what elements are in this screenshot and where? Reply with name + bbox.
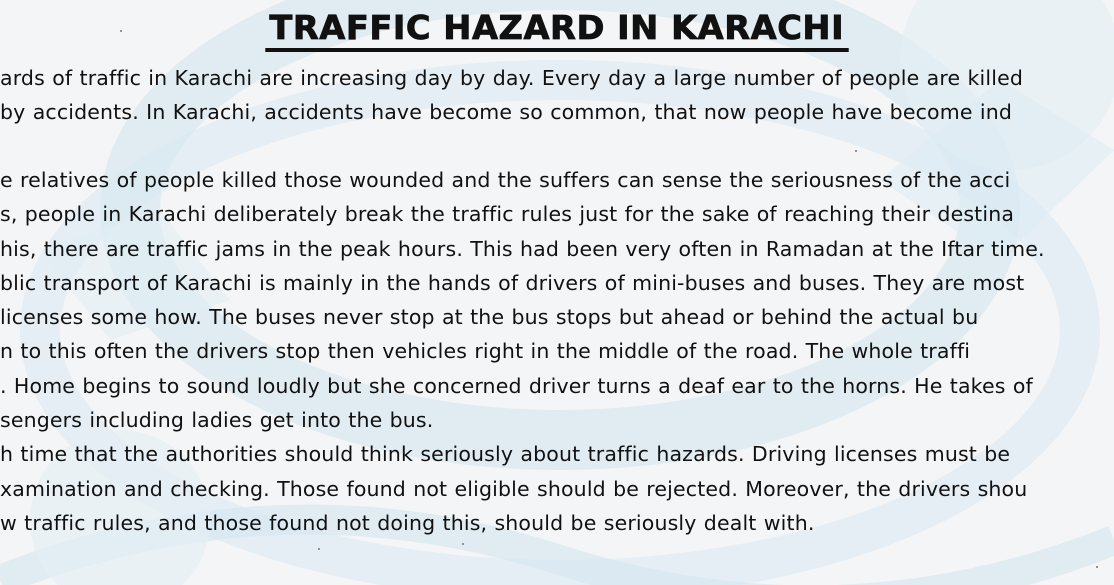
text-line: licenses some how. The buses never stop at the bus stops but ahead or behind the actual bu (0, 305, 979, 330)
text-line: h time that the authorities should think seriously about traffic hazards. Driving licenses must be (0, 442, 1011, 467)
paragraph-body (0, 163, 1114, 540)
text-line: blic transport of Karachi is mainly in the hands of drivers of mini-buses and buses. They are most (0, 270, 1025, 295)
document-title (0, 8, 1114, 52)
text-line: . Home begins to sound loudly but she concerned driver turns a deaf ear to the horns. He takes of (0, 373, 1033, 398)
paragraph-intro (0, 61, 1114, 130)
text-line: n to this often the drivers stop then vehicles right in the middle of the road. The whole traffi (0, 339, 971, 364)
text-line: xamination and checking. Those found not eligible should be rejected. Moreover, the drivers shou (0, 476, 1028, 501)
document-title-text: TRAFFIC HAZARD IN KARACHI (266, 8, 849, 52)
text-line: sengers including ladies get into the bus. (0, 408, 434, 433)
text-line: w traffic rules, and those found not doing this, should be seriously dealt with. (0, 510, 815, 535)
text-line: ards of traffic in Karachi are increasing day by day. Every day a large number of people are killed (0, 66, 1024, 90)
text-line: his, there are traffic jams in the peak hours. This had been very often in Ramadan at the Iftar time. (0, 236, 1045, 261)
text-line: s, people in Karachi deliberately break the traffic rules just for the sake of reaching their destina (0, 202, 1015, 227)
text-line: e relatives of people killed those wounded and the suffers can sense the seriousness of the acci (0, 168, 1011, 192)
text-line: by accidents. In Karachi, accidents have become so common, that now people have become ind (0, 100, 1012, 125)
